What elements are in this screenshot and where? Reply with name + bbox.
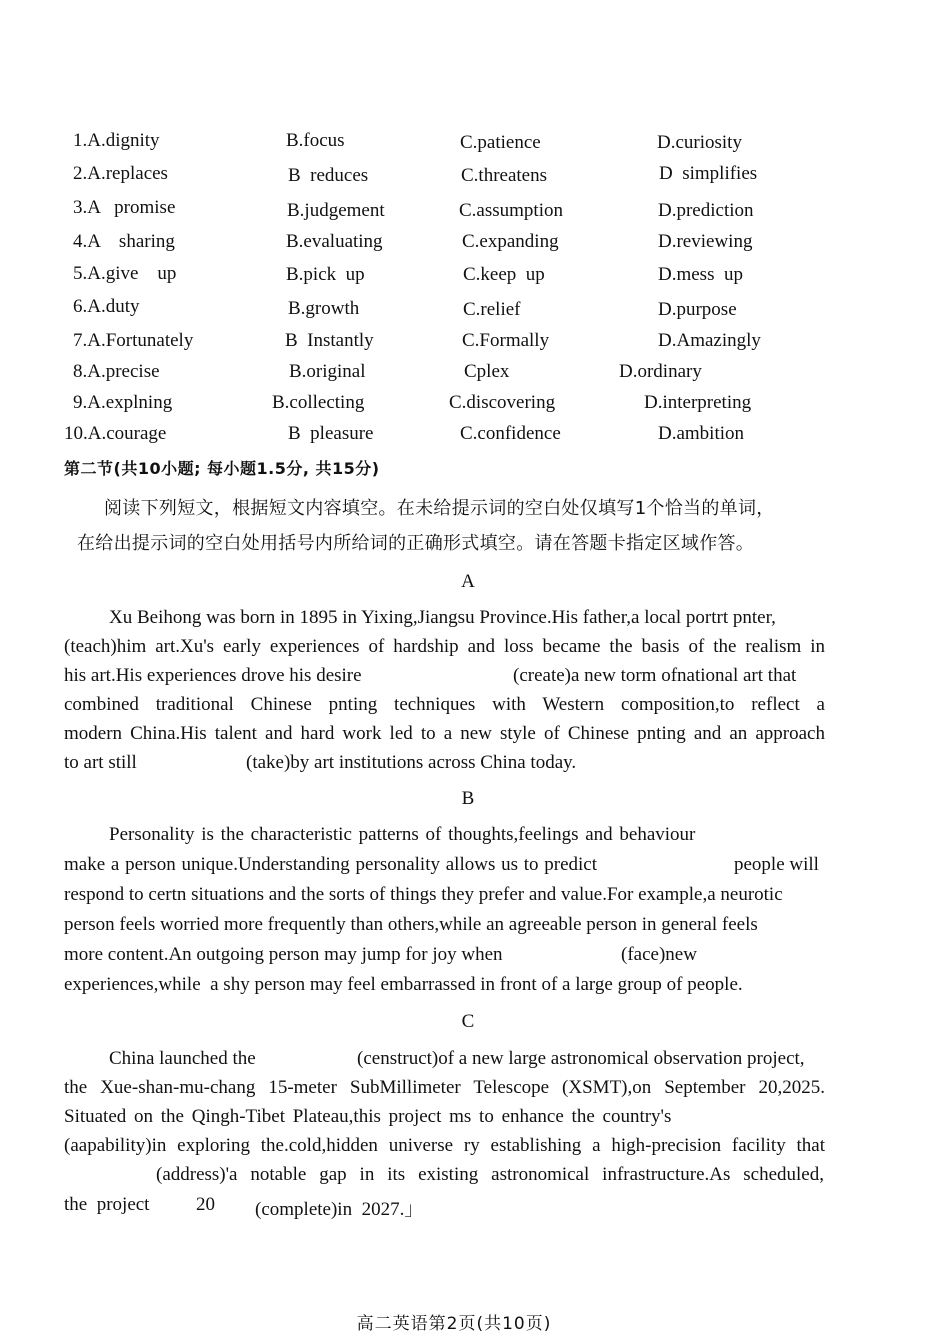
option-d: D.curiosity	[657, 132, 742, 153]
option-b: B pleasure	[288, 423, 374, 444]
option-b: B.pick up	[286, 264, 365, 285]
option-c: C.confidence	[460, 423, 561, 444]
passage-b-line: more content.An outgoing person may jump for joy when	[64, 944, 503, 965]
passage-c-line: the project	[64, 1194, 150, 1215]
passage-a-line: to art still	[64, 752, 137, 773]
option-b: B.growth	[288, 298, 360, 319]
option-row-10	[0, 423, 950, 453]
passage-c-line: (complete)in 2027.」	[255, 1199, 424, 1220]
option-c: C.Formally	[462, 330, 550, 351]
option-c: C.discovering	[449, 392, 556, 413]
page-footer: 高二英语第2页(共10页)	[356, 1314, 552, 1334]
passage-b-line: Personality is the characteristic patterns of thoughts,feelings and behaviour	[109, 824, 696, 845]
passage-a-line: his art.His experiences drove his desire	[64, 665, 362, 686]
passage-a-line: Xu Beihong was born in 1895 in Yixing,Jiangsu Province.His father,a local portrt pnter,	[109, 607, 776, 628]
option-d: D simplifies	[659, 163, 758, 184]
option-a: 5.A.give up	[73, 263, 177, 284]
passage-a-label: A	[461, 571, 475, 592]
option-a: 6.A.duty	[73, 296, 140, 317]
option-b: B.original	[289, 361, 366, 382]
passage-c-line: Situated on the Qingh-Tibet Plateau,this project ms to enhance the country's	[64, 1106, 672, 1127]
option-c: C.keep up	[463, 264, 545, 285]
passage-c-line: the Xue-shan-mu-chang 15-meter SubMillimeter Telescope (XSMT),on September 20,2025.	[64, 1077, 825, 1098]
option-row-1	[0, 130, 950, 160]
instruction-line-2: 在给出提示词的空白处用括号内所给词的正确形式填空。请在答题卡指定区域作答。	[77, 533, 755, 554]
option-a: 8.A.precise	[73, 361, 160, 382]
passage-c-line: China launched the	[109, 1048, 256, 1069]
passage-c-line: (address)'a notable gap in its existing astronomical infrastructure.As scheduled,	[156, 1164, 824, 1185]
option-d: D.mess up	[658, 264, 743, 285]
option-b: B.evaluating	[286, 231, 383, 252]
option-row-9	[0, 392, 950, 422]
passage-b-label: B	[461, 788, 475, 809]
option-a: 3.A promise	[73, 197, 176, 218]
passage-b-line: (face)new	[621, 944, 697, 965]
option-c: C.threatens	[461, 165, 548, 186]
option-b: B.collecting	[272, 392, 365, 413]
option-d: D.purpose	[658, 299, 737, 320]
option-d: D.Amazingly	[658, 330, 761, 351]
instruction-line-1: 阅读下列短文，根据短文内容填空。在未给提示词的空白处仅填写1个恰当的单词，	[104, 498, 775, 519]
option-row-2	[0, 163, 950, 193]
passage-c-line: (censtruct)of a new large astronomical observation project,	[357, 1048, 805, 1069]
option-a: 10.A.courage	[64, 423, 167, 444]
option-c: C.assumption	[459, 200, 563, 221]
option-d: D.interpreting	[644, 392, 752, 413]
option-c: C.relief	[463, 299, 521, 320]
option-row-7	[0, 330, 950, 360]
option-c: C.patience	[460, 132, 541, 153]
option-b: B Instantly	[285, 330, 374, 351]
passage-a-line: (teach)him art.Xu's early experiences of hardship and loss became the basis of the realism in	[64, 636, 825, 657]
passage-b-line: person feels worried more frequently than others,while an agreeable person in general feels	[64, 914, 758, 935]
option-d: D.prediction	[658, 200, 754, 221]
option-b: B.focus	[286, 130, 345, 151]
passage-b-line: people will	[734, 854, 819, 875]
option-c: Cplex	[464, 361, 510, 382]
option-a: 4.A sharing	[73, 231, 175, 252]
passage-b-line: make a person unique.Understanding personality allows us to predict	[64, 854, 598, 875]
passage-c-label: C	[461, 1011, 475, 1032]
option-d: D.ambition	[658, 423, 745, 444]
passage-a-line: combined traditional Chinese pnting techniques with Western composition,to reflect a	[64, 694, 825, 715]
option-a: 2.A.replaces	[73, 163, 168, 184]
passage-b-line: experiences,while a shy person may feel embarrassed in front of a large group of people.	[64, 974, 743, 995]
option-a: 9.A.explning	[73, 392, 173, 413]
option-row-5	[0, 263, 950, 293]
option-b: B reduces	[288, 165, 369, 186]
passage-b-line: respond to certn situations and the sorts of things they prefer and value.For example,a neurotic	[64, 884, 783, 905]
passage-c-line: (aapability)in exploring the.cold,hidden universe ry establishing a high-precision facility that	[64, 1135, 825, 1156]
option-c: C.expanding	[462, 231, 559, 252]
passage-a-line: (create)a new torm ofnational art that	[513, 665, 797, 686]
passage-c-line: 20	[196, 1194, 215, 1215]
section-heading: 第二节(共10小题; 每小题1.5分, 共15分)	[64, 459, 380, 478]
option-d: D.reviewing	[658, 231, 753, 252]
option-a: 1.A.dignity	[73, 130, 160, 151]
option-a: 7.A.Fortunately	[73, 330, 194, 351]
option-row-8	[0, 361, 950, 391]
option-row-4	[0, 231, 950, 261]
option-row-6	[0, 296, 950, 326]
option-b: B.judgement	[287, 200, 385, 221]
passage-a-line: modern China.His talent and hard work led to a new style of Chinese pnting and an approach	[64, 723, 825, 744]
passage-a-line: (take)by art institutions across China today.	[246, 752, 577, 773]
option-row-3	[0, 197, 950, 227]
option-d: D.ordinary	[619, 361, 702, 382]
